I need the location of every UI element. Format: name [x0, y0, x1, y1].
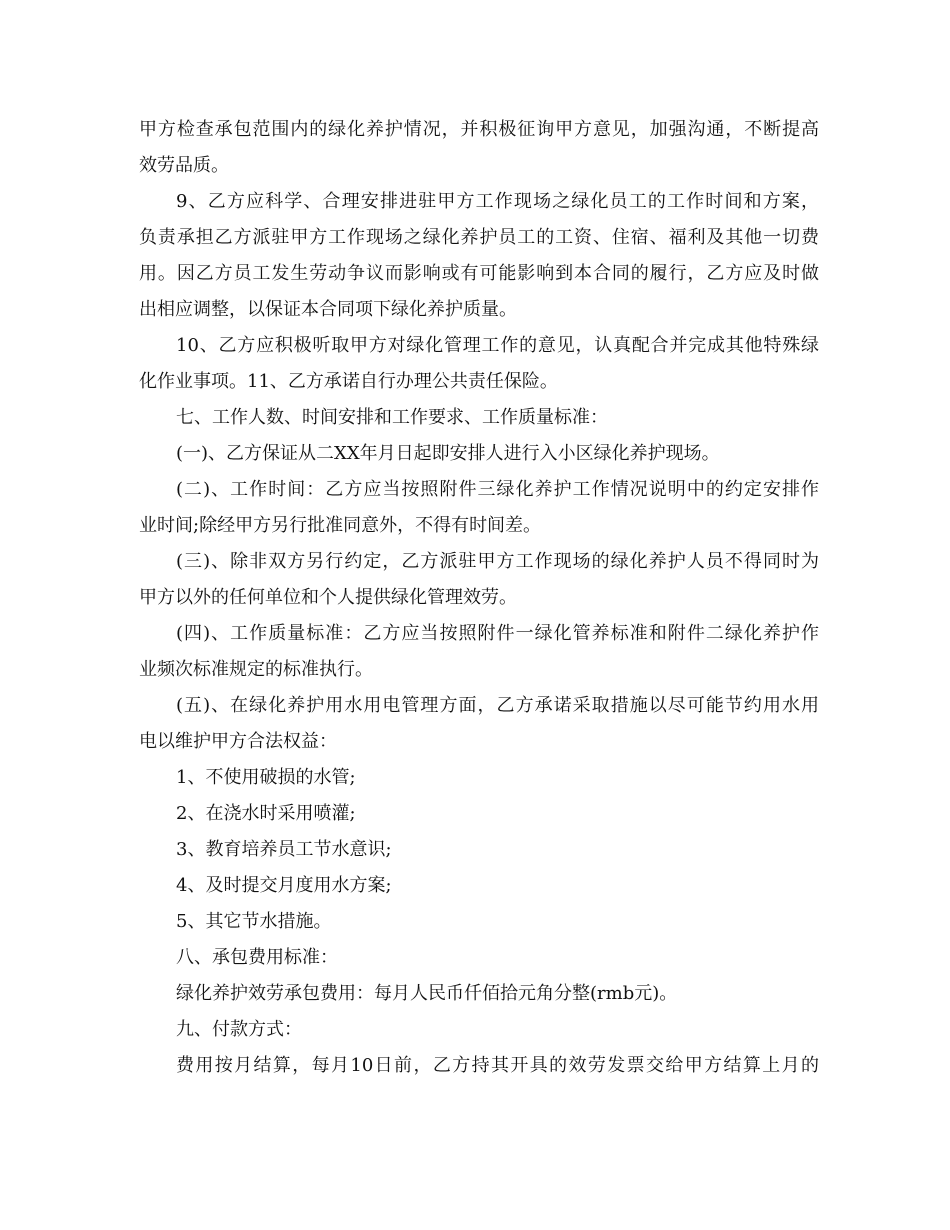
paragraph-line: 业时间;除经甲方另行批准同意外，不得有时间差。 [139, 515, 542, 536]
item-4-line: (四)、工作质量标准：乙方应当按照附件一绿化管养标准和附件二绿化养护作 [176, 623, 819, 644]
section-7-heading: 七、工作人数、时间安排和工作要求、工作质量标准： [176, 407, 608, 428]
list-item: 1、不使用破损的水管; [176, 767, 356, 788]
list-item: 4、及时提交月度用水方案; [176, 875, 392, 896]
list-item: 2、在浇水时采用喷灌; [176, 803, 356, 824]
item-5-line: (五)、在绿化养护用水用电管理方面，乙方承诺采取措施以尽可能节约用水用 [176, 695, 819, 716]
payment-line: 费用按月结算，每月10日前，乙方持其开具的效劳发票交给甲方结算上月的 [176, 1055, 819, 1076]
paragraph-line: 业频次标准规定的标准执行。 [139, 659, 373, 680]
paragraph-line: 负责承担乙方派驻甲方工作现场之绿化养护员工的工资、住宿、福利及其他一切费 [139, 227, 819, 248]
list-item: 5、其它节水措施。 [176, 911, 332, 932]
section-9-heading: 九、付款方式： [176, 1019, 302, 1040]
paragraph-line: 甲方检查承包范围内的绿化养护情况，并积极征询甲方意见，加强沟通，不断提高 [139, 119, 819, 140]
paragraph-line: 甲方以外的任何单位和个人提供绿化管理效劳。 [139, 587, 517, 608]
paragraph-line: 出相应调整，以保证本合同项下绿化养护质量。 [139, 299, 517, 320]
item-2-line: (二)、工作时间：乙方应当按照附件三绿化养护工作情况说明中的约定安排作 [176, 479, 819, 500]
clause-9-line: 9、乙方应科学、合理安排进驻甲方工作现场之绿化员工的工作时间和方案， [176, 191, 819, 212]
paragraph-line: 用。因乙方员工发生劳动争议而影响或有可能影响到本合同的履行，乙方应及时做 [139, 263, 819, 284]
paragraph-line: 效劳品质。 [139, 155, 229, 176]
fee-line: 绿化养护效劳承包费用：每月人民币仟佰拾元角分整(rmb元)。 [176, 983, 678, 1004]
clause-10-line: 10、乙方应积极听取甲方对绿化管理工作的意见，认真配合并完成其他特殊绿 [176, 335, 819, 356]
list-item: 3、教育培养员工节水意识; [176, 839, 392, 860]
item-1-line: (一)、乙方保证从二XX年月日起即安排人进行入小区绿化养护现场。 [176, 443, 720, 464]
section-8-heading: 八、承包费用标准： [176, 947, 338, 968]
item-3-line: (三)、除非双方另行约定，乙方派驻甲方工作现场的绿化养护人员不得同时为 [176, 551, 819, 572]
paragraph-line: 化作业事项。11、乙方承诺自行办理公共责任保险。 [139, 371, 558, 392]
paragraph-line: 电以维护甲方合法权益： [139, 731, 337, 752]
